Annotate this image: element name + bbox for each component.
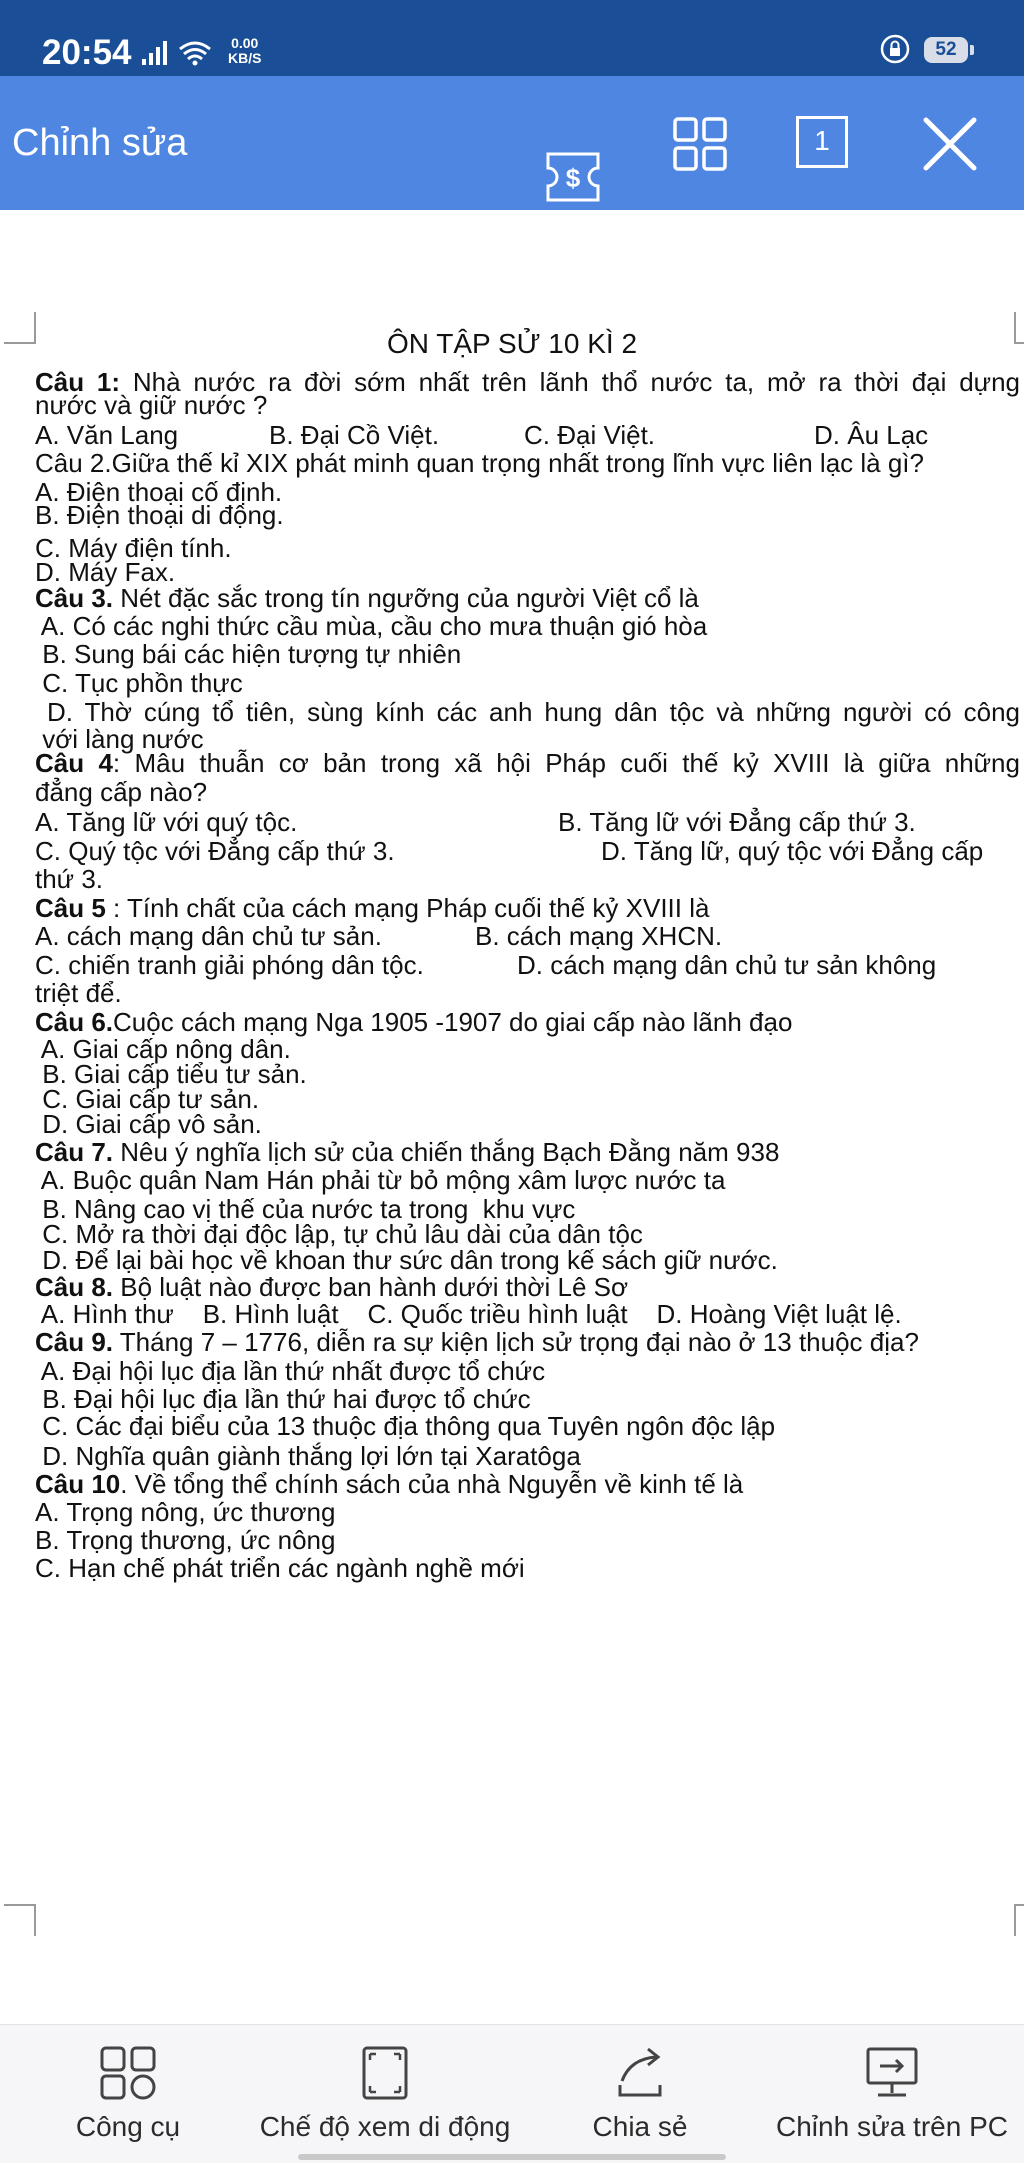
question-text: Tháng 7 – 1776, diễn ra sự kiện lịch sử trọng đại nào ở 13 thuộc địa? [113, 1327, 919, 1357]
document-title: ÔN TẬP SỬ 10 KÌ 2 [386, 328, 638, 359]
bottom-toolbar [0, 2024, 1024, 2163]
document-line: A. Đại hội lục địa lần thứ nhất được tổ chức [35, 1356, 546, 1386]
question-text: Nhà nước ra đời sớm nhất trên lãnh thổ nước ta, mở ra thời đại dựng [120, 367, 1020, 397]
document-line: C. Hạn chế phát triển các ngành nghề mới [35, 1553, 525, 1583]
document-line: D. Nghĩa quân giành thắng lợi lớn tại Xaratôga [35, 1441, 581, 1471]
question-line [35, 748, 1020, 779]
document-line: B. Điện thoại di động. [35, 500, 284, 530]
tools-button[interactable] [40, 2025, 216, 2163]
answer-option: C. chiến tranh giải phóng dân tộc. [35, 950, 424, 980]
answer-option: D. cách mạng dân chủ tư sản không [517, 950, 937, 980]
status-time: 20:54 [42, 33, 132, 72]
document-line: C. Giai cấp tư sản. [35, 1084, 260, 1114]
desktop-icon [860, 2045, 924, 2106]
question-line [35, 1469, 1020, 1500]
document-line: đẳng cấp nào? [35, 777, 208, 807]
answer-option: B. Đại Cồ Việt. [269, 420, 440, 450]
question-line [35, 893, 1020, 924]
premium-ticket-icon[interactable] [540, 150, 606, 209]
mobile-view-icon [360, 2045, 410, 2106]
question-text: : Tính chất của cách mạng Pháp cuối thế kỷ XVIII là [105, 893, 710, 923]
question-number: Câu 4 [35, 748, 113, 778]
document-line: A. Điện thoại cố định. [35, 477, 283, 507]
question-text: Bộ luật nào được ban hành dưới thời Lê Sơ [113, 1272, 629, 1302]
page-corner-bottom-left [4, 1904, 36, 1936]
question-number: Câu 8. [35, 1272, 114, 1302]
document-line: D. Giai cấp vô sản. [35, 1109, 262, 1139]
document-line [35, 420, 1020, 450]
question-number: Câu 1: [35, 367, 121, 397]
close-icon[interactable] [922, 116, 978, 177]
document-line: C. Tục phồn thực [35, 668, 243, 698]
signal-icon [142, 39, 222, 72]
battery-tip [970, 45, 974, 55]
svg-text:$: $ [565, 163, 581, 193]
question-number: Câu 3. [35, 583, 114, 613]
document-line: với làng nước [35, 724, 204, 754]
answer-option: A. Tăng lữ với quý tộc. [35, 807, 298, 837]
status-bar [0, 0, 1024, 76]
document-line: nước và giữ nước ? [35, 390, 268, 420]
question-text: Nêu ý nghĩa lịch sử của chiến thắng Bạch Đằng năm 938 [113, 1137, 780, 1167]
document-line: A. Trọng nông, ức thương [35, 1497, 336, 1527]
document-line: B. Sung bái các hiện tượng tự nhiên [35, 639, 462, 669]
document-line: B. Đại hội lục địa lần thứ hai được tổ chức [35, 1384, 531, 1414]
document-line: D. Máy Fax. [35, 557, 176, 587]
answer-option: D. Tăng lữ, quý tộc với Đẳng cấp [601, 836, 984, 866]
answer-option: A. cách mạng dân chủ tư sản. [35, 921, 382, 951]
document-line [35, 836, 1020, 866]
mobile-view-label: Chế độ xem di động [259, 2111, 511, 2142]
document-line [35, 950, 1020, 980]
document-line: A. Có các nghi thức cầu mùa, cầu cho mưa thuận gió hòa [35, 611, 708, 641]
edit-on-pc-label: Chỉnh sửa trên PC [776, 2111, 1008, 2142]
document-page[interactable] [0, 212, 1024, 2022]
mobile-view-button[interactable] [250, 2025, 520, 2163]
document-line: B. Nâng cao vị thế của nước ta trong khu vực [35, 1194, 576, 1224]
question-line [35, 1137, 1020, 1168]
tools-icon [98, 2045, 158, 2106]
document-line [35, 807, 1020, 837]
question-number: Câu 6. [35, 1007, 114, 1037]
network-speed-unit: KB/S [228, 50, 262, 66]
document-line: D. Để lại bài học về khoan thư sức dân trong kế sách giữ nước. [35, 1245, 778, 1275]
app-bar [0, 76, 1024, 210]
answer-option: B. cách mạng XHCN. [475, 921, 723, 951]
question-line [35, 583, 1020, 614]
share-button[interactable] [560, 2025, 720, 2163]
document-line: Câu 2.Giữa thế kỉ XIX phát minh quan trọng nhất trong lĩnh vực liên lạc là gì? [35, 448, 924, 478]
grid-view-icon[interactable] [672, 116, 728, 177]
answer-option: D. Âu Lạc [814, 420, 929, 450]
answer-option: C. Quý tộc với Đẳng cấp thứ 3. [35, 836, 395, 866]
question-text: Nét đặc sắc trong tín ngưỡng của người Việt cổ là [113, 583, 699, 613]
answer-option: A. Văn Lang [35, 420, 179, 450]
document-line: B. Trọng thương, ức nông [35, 1525, 336, 1555]
document-line: C. Mở ra thời đại độc lập, tự chủ lâu dài của dân tộc [35, 1219, 643, 1249]
document-line [35, 921, 1020, 951]
question-number: Câu 5 [35, 893, 106, 923]
document-line: A. Giai cấp nông dân. [35, 1034, 291, 1064]
document-line: thứ 3. [35, 864, 103, 894]
document-line: C. Các đại biểu của 13 thuộc địa thông qua Tuyên ngôn độc lập [35, 1411, 776, 1441]
document-line: A. Buộc quân Nam Hán phải từ bỏ mộng xâm lược nước ta [35, 1165, 726, 1195]
document-line: D. Thờ cúng tổ tiên, sùng kính các anh hung dân tộc và những người có công [35, 697, 1020, 727]
question-number: Câu 7. [35, 1137, 114, 1167]
document-line: C. Máy điện tính. [35, 533, 232, 563]
page-corner-bottom-right [1014, 1904, 1024, 1936]
edit-on-pc-button[interactable] [760, 2025, 1024, 2163]
tools-label: Công cụ [75, 2111, 181, 2142]
question-number: Câu 9. [35, 1327, 114, 1357]
question-text: Cuộc cách mạng Nga 1905 -1907 do giai cấp nào lãnh đạo [113, 1007, 793, 1037]
network-speed-value: 0.00 [231, 35, 259, 51]
share-label: Chia sẻ [592, 2111, 688, 2142]
document-line: B. Giai cấp tiểu tư sản. [35, 1059, 307, 1089]
question-text: . Về tổng thể chính sách của nhà Nguyễn về kinh tế là [120, 1469, 744, 1499]
answer-option: C. Đại Việt. [524, 420, 656, 450]
page-count-button[interactable]: 1 [796, 116, 848, 168]
question-number: Câu 10 [35, 1469, 121, 1499]
share-icon [610, 2045, 670, 2106]
home-indicator[interactable] [298, 2154, 726, 2160]
question-text: : Mâu thuẫn cơ bản trong xã hội Pháp cuối thế kỷ XVIII là giữa những [112, 748, 1020, 778]
document-line: A. Hình thư B. Hình luật C. Quốc triều hình luật D. Hoàng Việt luật lệ. [35, 1299, 902, 1329]
question-line [35, 1327, 1020, 1358]
rotation-lock-icon [880, 34, 910, 69]
answer-option: B. Tăng lữ với Đẳng cấp thứ 3. [558, 807, 916, 837]
document-line: triệt để. [35, 978, 122, 1008]
battery-icon: 52 [924, 37, 968, 63]
page-title: Chỉnh sửa [12, 122, 188, 164]
network-speed [228, 36, 261, 66]
